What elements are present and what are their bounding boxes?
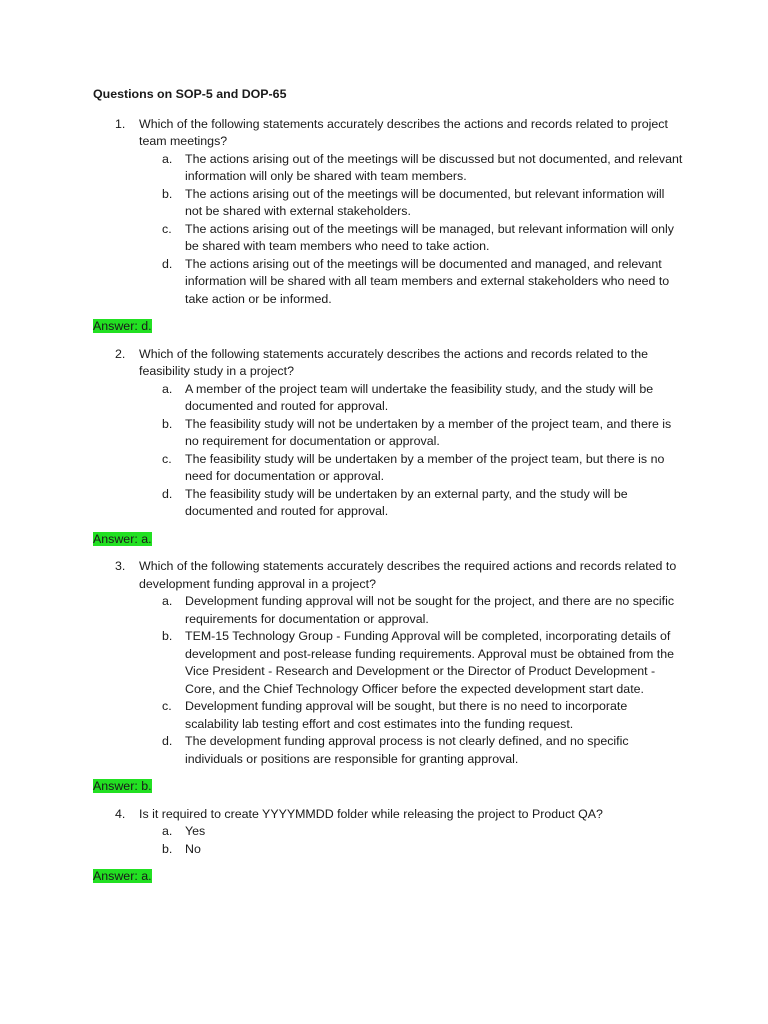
option-d bbox=[93, 733, 683, 768]
question-2 bbox=[93, 346, 683, 549]
option-c bbox=[93, 221, 683, 256]
option-text: Yes bbox=[185, 824, 206, 838]
option-letter: c. bbox=[162, 699, 172, 713]
option-text: The feasibility study will not be undertaken by a member of the project team, and there is no requirement for documentation or approval. bbox=[185, 416, 672, 448]
option-letter: c. bbox=[162, 221, 172, 236]
option-letter: a. bbox=[162, 824, 173, 838]
question-3 bbox=[93, 558, 683, 796]
question-stem bbox=[93, 558, 683, 593]
option-b bbox=[93, 628, 683, 698]
option-text: The feasibility study will be undertaken by an external party, and the study will be documented and routed for approval. bbox=[185, 486, 628, 518]
answer-line bbox=[93, 318, 683, 336]
option-a bbox=[93, 151, 683, 186]
option-list bbox=[93, 593, 683, 768]
answer-highlight: Answer: a. bbox=[93, 531, 152, 546]
option-letter: d. bbox=[162, 734, 173, 748]
option-text: No bbox=[185, 841, 201, 856]
option-a bbox=[93, 593, 683, 628]
answer-line bbox=[93, 531, 683, 549]
question-number: 4. bbox=[115, 806, 126, 821]
answer-line bbox=[93, 778, 683, 796]
question-text: Is it required to create YYYYMMDD folder while releasing the project to Product QA? bbox=[139, 806, 603, 821]
question-1 bbox=[93, 116, 683, 336]
question-stem bbox=[93, 116, 683, 151]
question-stem bbox=[93, 806, 683, 824]
option-letter: b. bbox=[162, 629, 173, 643]
option-b bbox=[93, 416, 683, 451]
option-letter: b. bbox=[162, 186, 173, 201]
option-c bbox=[93, 451, 683, 486]
document-title: Questions on SOP-5 and DOP-65 bbox=[93, 87, 287, 101]
option-list bbox=[93, 151, 683, 309]
option-letter: c. bbox=[162, 451, 172, 466]
answer-highlight: Answer: a. bbox=[93, 869, 152, 883]
option-a bbox=[93, 381, 683, 416]
option-letter: d. bbox=[162, 486, 173, 501]
question-text: Which of the following statements accurately describes the required actions and records related to development funding approval in a project? bbox=[139, 559, 677, 591]
option-letter: a. bbox=[162, 381, 173, 396]
option-letter: a. bbox=[162, 594, 173, 608]
option-text: The actions arising out of the meetings will be managed, but relevant information will only be shared with team members who need to take action. bbox=[185, 221, 675, 253]
option-list bbox=[93, 823, 683, 858]
question-number: 2. bbox=[115, 346, 126, 361]
answer-line bbox=[93, 868, 683, 886]
option-b bbox=[93, 841, 683, 859]
question-stem bbox=[93, 346, 683, 381]
question-number: 3. bbox=[115, 559, 126, 573]
question-text: Which of the following statements accurately describes the actions and records related to project team meetings? bbox=[139, 116, 668, 148]
option-text: The actions arising out of the meetings will be documented and managed, and relevant information will be shared with all team members and external stakeholders who need to take action or be informed. bbox=[185, 256, 670, 306]
option-letter: d. bbox=[162, 256, 173, 271]
question-text: Which of the following statements accurately describes the actions and records related to the feasibility study in a project? bbox=[139, 346, 648, 378]
option-d bbox=[93, 256, 683, 309]
option-text: TEM-15 Technology Group - Funding Approval will be completed, incorporating details of development and post-release funding requirements. Approval must be obtained from the Vice President - Research and Development or the Director of Product Development - Core, and the Chief Technology Officer before the expected development start date. bbox=[185, 629, 675, 696]
option-b bbox=[93, 186, 683, 221]
option-text: The actions arising out of the meetings will be documented, but relevant information will not be shared with external stakeholders. bbox=[185, 186, 665, 218]
option-letter: b. bbox=[162, 416, 173, 431]
option-text: The development funding approval process is not clearly defined, and no specific individuals or positions are responsible for granting approval. bbox=[185, 734, 629, 766]
document-page bbox=[93, 86, 683, 896]
option-text: A member of the project team will undertake the feasibility study, and the study will be documented and routed for approval. bbox=[185, 381, 654, 413]
option-text: Development funding approval will not be sought for the project, and there are no specific requirements for documentation or approval. bbox=[185, 594, 675, 626]
option-text: Development funding approval will be sought, but there is no need to incorporate scalability lab testing effort and cost estimates into the funding request. bbox=[185, 699, 628, 731]
question-4 bbox=[93, 806, 683, 886]
option-c bbox=[93, 698, 683, 733]
option-letter: a. bbox=[162, 151, 173, 166]
option-text: The feasibility study will be undertaken by a member of the project team, but there is no need for documentation or approval. bbox=[185, 451, 665, 483]
answer-highlight: Answer: b. bbox=[93, 779, 152, 793]
option-a bbox=[93, 823, 683, 841]
option-list bbox=[93, 381, 683, 521]
question-number: 1. bbox=[115, 116, 126, 131]
option-text: The actions arising out of the meetings will be discussed but not documented, and relevant information will only be shared with team members. bbox=[185, 151, 683, 183]
answer-highlight: Answer: d. bbox=[93, 319, 152, 333]
option-letter: b. bbox=[162, 841, 173, 856]
option-d bbox=[93, 486, 683, 521]
